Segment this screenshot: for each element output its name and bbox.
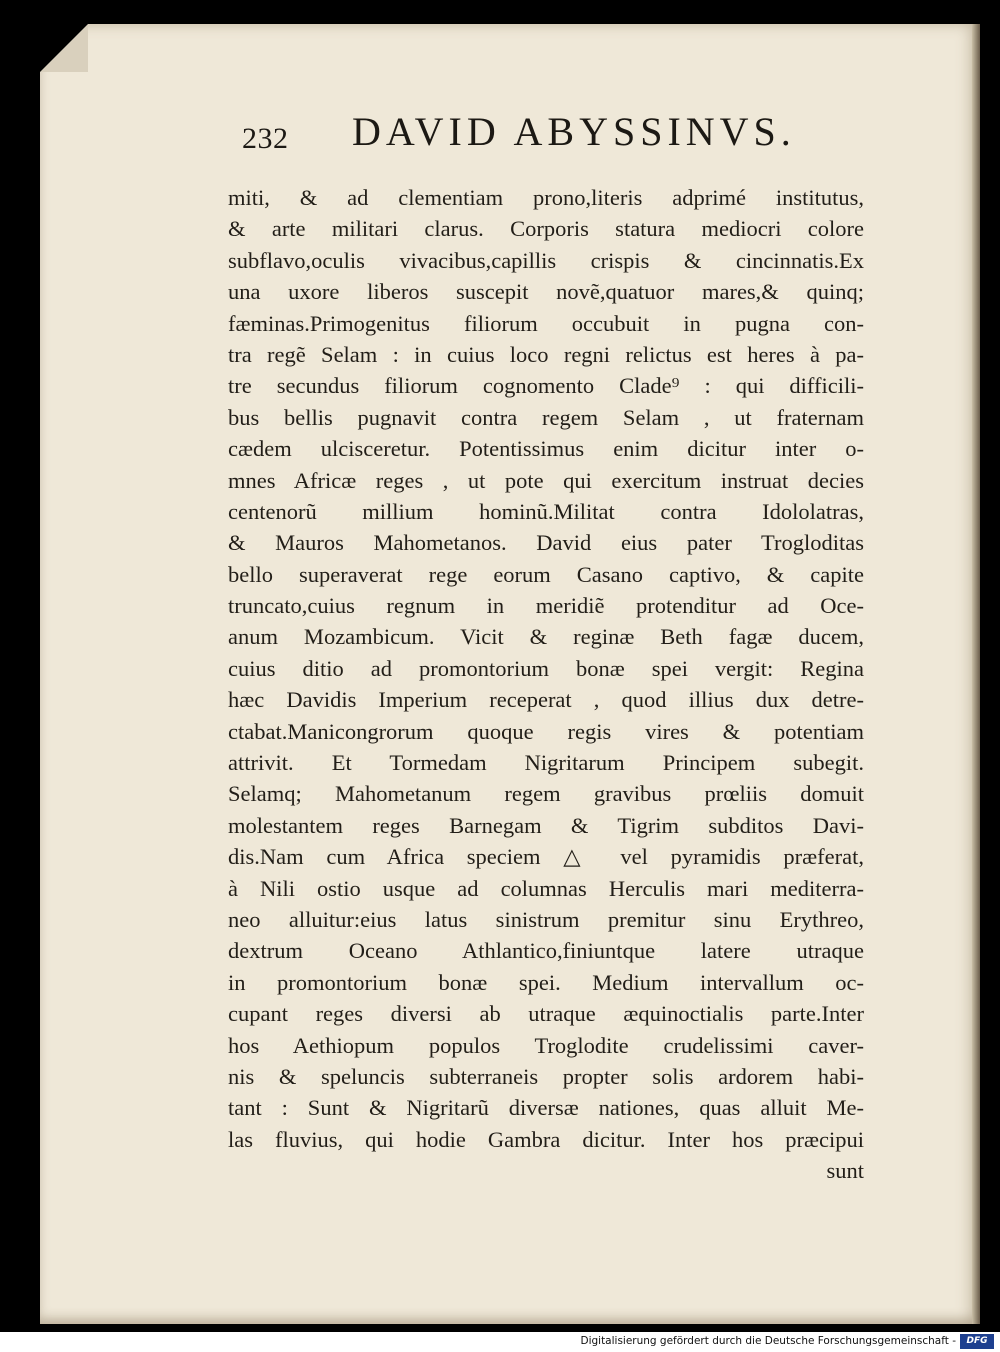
- text-line: bello superaverat rege eorum Casano captivo, & capite: [228, 561, 864, 587]
- page-header: [242, 108, 812, 168]
- text-line: fæminas.Primogenitus filiorum occubuit in pugna con-: [228, 310, 864, 336]
- text-line: nis & speluncis subterraneis propter solis ardorem habi-: [228, 1063, 864, 1089]
- text-line: tra regẽ Selam : in cuius loco regni relictus est heres à pa-: [228, 341, 864, 367]
- text-line: tre secundus filiorum cognomento Clade⁹ : qui difficili-: [228, 373, 864, 399]
- text-line: mnes Africæ reges , ut pote qui exercitum instruat decies: [228, 467, 864, 493]
- body-text: [228, 182, 864, 1187]
- text-line: molestantem reges Barnegam & Tigrim subditos Davi-: [228, 812, 864, 838]
- text-line: neo alluitur:eius latus sinistrum premitur sinu Erythreo,: [228, 906, 864, 932]
- text-line: dis.Nam cum Africa speciem △ vel pyramidis præferat,: [228, 844, 864, 870]
- text-line: anum Mozambicum. Vicit & reginæ Beth fagæ ducem,: [228, 624, 864, 650]
- text-line: hos Aethiopum populos Troglodite crudelissimi caver-: [228, 1032, 864, 1058]
- text-line: bus bellis pugnavit contra regem Selam , ut fraternam: [228, 404, 864, 430]
- text-line: ctabat.Manicongrorum quoque regis vires & potentiam: [228, 718, 864, 744]
- footer-bar: [0, 1332, 1000, 1352]
- text-line: cupant reges diversi ab utraque æquinoctialis parte.Inter: [228, 1001, 864, 1027]
- text-line: cuius ditio ad promontorium bonæ spei vergit: Regina: [228, 655, 864, 681]
- text-line: à Nili ostio usque ad columnas Herculis mari mediterra-: [228, 875, 864, 901]
- text-line: las fluvius, qui hodie Gambra dicitur. Inter hos præcipui: [228, 1126, 864, 1152]
- text-line: truncato,cuius regnum in meridiẽ protenditur ad Oce-: [228, 593, 864, 619]
- running-title: DAVID ABYSSINVS.: [352, 109, 796, 154]
- text-line: centenorũ millium hominũ.Militat contra Idololatras,: [228, 498, 864, 524]
- text-line: cædem ulcisceretur. Potentissimus enim dicitur inter o-: [228, 436, 864, 462]
- text-line: miti, & ad clementiam prono,literis adprimé institutus,: [228, 185, 864, 210]
- funding-credit: Digitalisierung gefördert durch die Deutsche Forschungsgemeinschaft -: [580, 1335, 956, 1347]
- dfg-logo-icon: DFG: [960, 1334, 994, 1349]
- folded-corner: [40, 24, 88, 72]
- text-line: hæc Davidis Imperium receperat , quod illius dux detre-: [228, 687, 864, 713]
- text-line: Selamq; Mahometanum regem gravibus prœliis domuit: [228, 781, 864, 807]
- text-line: attrivit. Et Tormedam Nigritarum Principem subegit.: [228, 750, 864, 776]
- page-number: 232: [242, 122, 289, 155]
- text-line: in promontorium bonæ spei. Medium intervallum oc-: [228, 969, 864, 995]
- text-line: tant : Sunt & Nigritarũ diversæ nationes, quas alluit Me-: [228, 1095, 864, 1121]
- text-line: dextrum Oceano Athlantico,finiuntque latere utraque: [228, 938, 864, 964]
- text-line: una uxore liberos suscepit novẽ,quatuor mares,& quinq;: [228, 279, 864, 305]
- text-line: & arte militari clarus. Corporis statura mediocri colore: [228, 216, 864, 242]
- text-line: & Mauros Mahometanos. David eius pater Trogloditas: [228, 530, 864, 556]
- catchword: sunt: [826, 1158, 864, 1184]
- page-edge-shadow: [972, 24, 980, 1324]
- text-line: subflavo,oculis vivacibus,capillis crispis & cincinnatis.Ex: [228, 247, 864, 273]
